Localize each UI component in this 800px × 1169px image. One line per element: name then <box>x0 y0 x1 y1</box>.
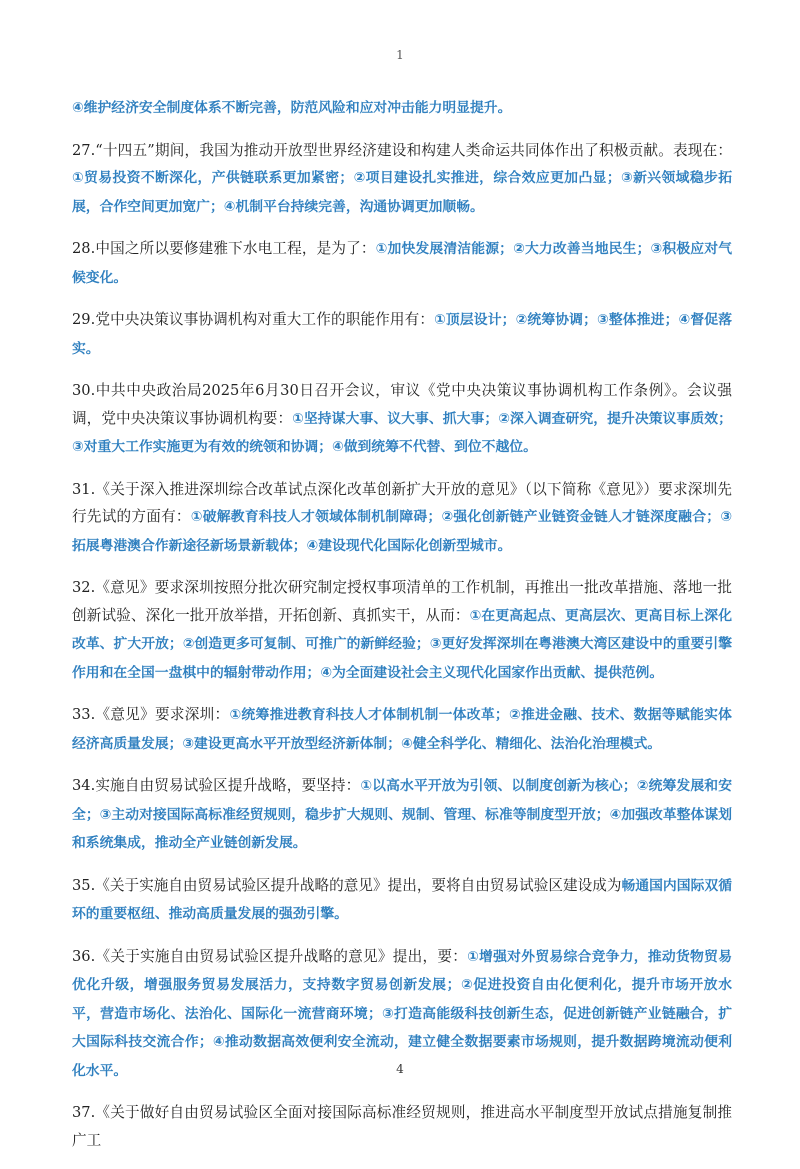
answer-text: ④维护经济安全制度体系不断完善，防范风险和应对冲击能力明显提升。 <box>72 100 512 116</box>
answer-text: ①在更高起点、更高层次、更高目标上深化改革、扩大开放；②创造更多可复制、可推广的新鲜经验；③更好发挥深圳在粤港澳大湾区建设中的重要引擎作用和在全国一盘棋中的辐射带动作用；④为全面建设社会主义现代化国家作出贡献、提供范例。 <box>72 607 732 681</box>
page-top-mark: 1 <box>396 48 404 62</box>
question-text: 30.中共中央政治局2025年6月30日召开会议，审议《党中央决策议事协调机构工作条例》。会议强调，党中央决策议事协调机构要： <box>72 382 732 427</box>
list-item <box>72 574 732 687</box>
answer-text: ①加快发展清洁能源；②大力改善当地民生；③积极应对气候变化。 <box>72 241 733 286</box>
answer-text: ①增强对外贸易综合竞争力，推动货物贸易优化升级，增强服务贸易发展活力，支持数字贸易创新发展；②促进投资自由化便利化，提升市场开放水平，营造市场化、法治化、国际化一流营商环境；③打造高能级科技创新生态，促进创新链产业链融合，扩大国际科技交流合作；④推动数据高效便利安全流动，建立健全数据要素市场规则，提升数据跨境流动便利化水平。 <box>72 948 732 1079</box>
answer-text: ①破解教育科技人才领域体制机制障碍；②强化创新链产业链资金链人才链深度融合；③拓展粤港澳合作新途径新场景新载体；④建设现代化国际化创新型城市。 <box>72 509 732 554</box>
question-text: 27.“十四五”期间，我国为推动开放型世界经济建设和构建人类命运共同体作出了积极贡献。表现在： <box>72 141 732 159</box>
list-item <box>72 94 732 123</box>
list-item <box>72 476 732 561</box>
answer-text: 畅通国内国际双循环的重要枢纽、推动高质量发展的强劲引擎。 <box>72 877 733 922</box>
question-text: 32.《意见》要求深圳按照分批次研究制定授权事项清单的工作机制，再推出一批改革措施、落地一批创新试验、深化一批开放举措，开拓创新、真抓实干，从而： <box>72 579 732 624</box>
question-list <box>72 94 732 1169</box>
question-text: 34.实施自由贸易试验区提升战略，要坚持： <box>72 777 361 794</box>
list-item <box>72 137 732 222</box>
list-item <box>72 1099 732 1155</box>
answer-text: ①以高水平开放为引领、以制度创新为核心；②统筹发展和安全；③主动对接国际高标准经贸规则，稳步扩大规则、规制、管理、标准等制度型开放；④加强改革整体谋划和系统集成，推动全产业链创新发展。 <box>72 778 732 851</box>
question-text: 33.《意见》要求深圳： <box>72 706 230 723</box>
question-text: 37.《关于做好自由贸易试验区全面对接国际高标准经贸规则，推进高水平制度型开放试点措施复制推广工 <box>72 1104 732 1149</box>
question-text: 36.《关于实施自由贸易试验区提升战略的意见》提出，要： <box>72 947 468 965</box>
answer-text: ①贸易投资不断深化，产供链联系更加紧密；②项目建设扎实推进，综合效应更加凸显；③新兴领域稳步拓展，合作空间更加宽广；④机制平台持续完善，沟通协调更加顺畅。 <box>72 170 732 215</box>
list-item <box>72 377 732 462</box>
question-text: 31.《关于深入推进深圳综合改革试点深化改革创新扩大开放的意见》（以下简称《意见》）要求深圳先行先试的方面有： <box>72 480 732 525</box>
answer-text: ①坚持谋大事、议大事、抓大事；②深入调查研究，提升决策议事质效；③对重大工作实施更为有效的统领和协调；④做到统筹不代替、到位不越位。 <box>72 410 732 455</box>
page-number: 4 <box>396 1062 404 1076</box>
list-item <box>72 772 732 858</box>
question-text: 28.中国之所以要修建雅下水电工程，是为了： <box>72 240 376 257</box>
list-item <box>72 235 732 292</box>
answer-text: ①顶层设计；②统筹协调；③整体推进；④督促落实。 <box>72 312 732 357</box>
list-item <box>72 306 732 363</box>
list-item <box>72 872 732 929</box>
answer-text: ①统筹推进教育科技人才体制机制一体改革；②推进金融、技术、数据等赋能实体经济高质量发展；③建设更高水平开放型经济新体制；④健全科学化、精细化、法治化治理模式。 <box>72 707 732 752</box>
question-text: 29.党中央决策议事协调机构对重大工作的职能作用有： <box>72 311 435 328</box>
list-item <box>72 701 732 758</box>
question-text: 35.《关于实施自由贸易试验区提升战略的意见》提出，要将自由贸易试验区建设成为 <box>72 876 622 894</box>
